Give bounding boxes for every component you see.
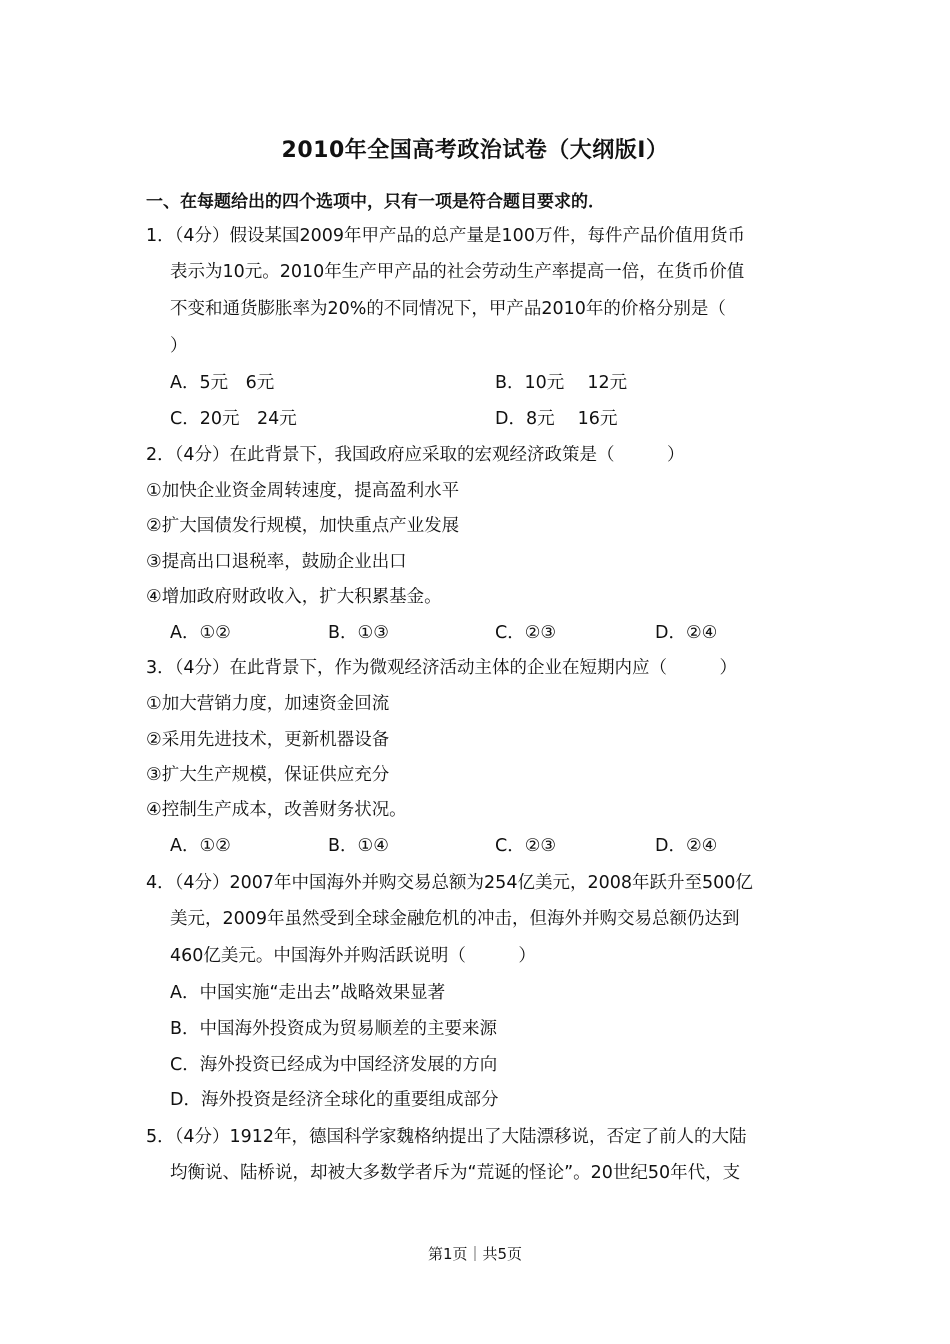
question-3-item-4: ④控制生产成本，改善财务状况。 — [146, 800, 407, 820]
question-5-line-1: 5．（4分）1912年，德国科学家魏格纳提出了大陆漂移说，否定了前人的大陆 — [146, 1127, 747, 1147]
section-heading: 一、在每题给出的四个选项中，只有一项是符合题目要求的． — [146, 192, 605, 212]
question-1-option-a: A．5元 6元 — [170, 373, 275, 393]
question-1-option-d: D．8元 16元 — [495, 409, 618, 429]
question-3-item-1: ①加大营销力度，加速资金回流 — [146, 694, 390, 714]
question-1-line-3: 不变和通货膨胀率为20%的不同情况下，甲产品2010年的价格分别是（ — [170, 299, 726, 319]
question-2-option-a: A．①② — [170, 623, 231, 643]
question-4-option-a: A．中国实施“走出去”战略效果显著 — [170, 983, 446, 1003]
page-footer: 第1页｜共5页 — [427, 1245, 523, 1263]
question-1-line-1: 1．（4分）假设某国2009年甲产品的总产量是100万件，每件产品价值用货币 — [146, 226, 745, 246]
question-1-option-c: C．20元 24元 — [170, 409, 297, 429]
question-3-item-2: ②采用先进技术，更新机器设备 — [146, 730, 390, 750]
question-4-line-2: 美元，2009年虽然受到全球金融危机的冲击，但海外并购交易总额仍达到 — [170, 909, 740, 929]
question-2-option-b: B．①③ — [328, 623, 389, 643]
question-3-item-3: ③扩大生产规模，保证供应充分 — [146, 765, 390, 785]
question-4-line-1: 4．（4分）2007年中国海外并购交易总额为254亿美元，2008年跃升至500亿 — [146, 873, 753, 893]
question-4-line-3: 460亿美元。中国海外并购活跃说明（ ） — [170, 946, 536, 966]
question-1-line-4: ） — [170, 336, 188, 356]
question-2-line-1: 2．（4分）在此背景下，我国政府应采取的宏观经济政策是（ ） — [146, 445, 685, 465]
question-3-option-b: B．①④ — [328, 836, 389, 856]
question-3-option-d: D．②④ — [655, 836, 718, 856]
question-5-line-2: 均衡说、陆桥说，却被大多数学者斥为“荒诞的怪论”。20世纪50年代，支 — [170, 1163, 741, 1183]
question-2-item-1: ①加快企业资金周转速度，提高盈利水平 — [146, 481, 460, 501]
question-4-option-b: B．中国海外投资成为贸易顺差的主要来源 — [170, 1019, 498, 1039]
question-4-option-c: C．海外投资已经成为中国经济发展的方向 — [170, 1055, 498, 1075]
question-2-item-4: ④增加政府财政收入，扩大积累基金。 — [146, 587, 442, 607]
question-2-option-c: C．②③ — [495, 623, 557, 643]
question-1-option-b: B．10元 12元 — [495, 373, 628, 393]
question-3-line-1: 3．（4分）在此背景下，作为微观经济活动主体的企业在短期内应（ ） — [146, 658, 738, 678]
question-2-item-3: ③提高出口退税率，鼓励企业出口 — [146, 552, 407, 572]
question-3-option-c: C．②③ — [495, 836, 557, 856]
question-3-option-a: A．①② — [170, 836, 231, 856]
question-4-option-d: D．海外投资是经济全球化的重要组成部分 — [170, 1090, 499, 1110]
question-2-option-d: D．②④ — [655, 623, 718, 643]
page-title: 2010年全国高考政治试卷（大纲版Ⅰ） — [281, 138, 669, 163]
question-1-line-2: 表示为10元。2010年生产甲产品的社会劳动生产率提高一倍，在货币价值 — [170, 262, 745, 282]
question-2-item-2: ②扩大国债发行规模，加快重点产业发展 — [146, 516, 460, 536]
